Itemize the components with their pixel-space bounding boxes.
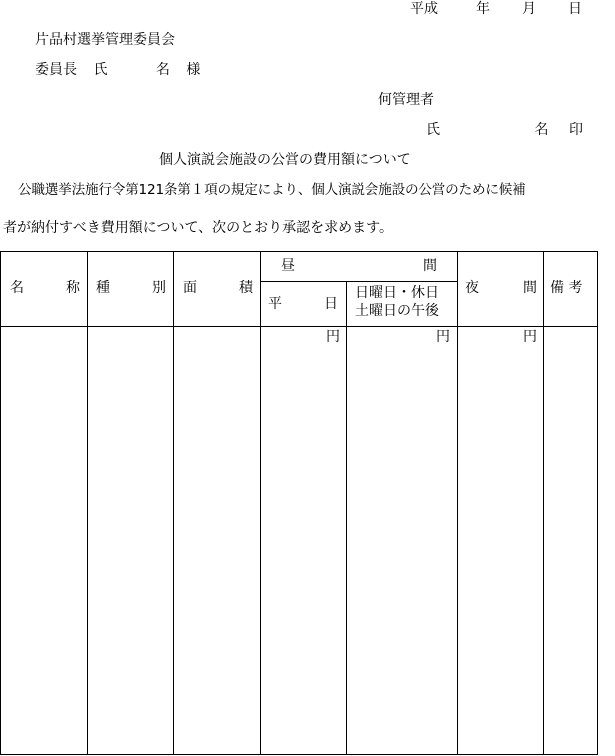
col-divider-6 [543,251,544,755]
col-divider-4 [346,281,347,755]
header-holiday: 日曜日・休日 土曜日の午後 [355,285,439,319]
table-border-bottom [0,754,598,755]
sign-name-left: 氏 [426,122,440,138]
header-type: 種 別 [96,280,166,296]
col-divider-1 [87,251,88,755]
date-era: 平成 [410,1,438,17]
weekday-currency: 円 [326,329,340,345]
chair-name-left: 氏 [93,62,108,78]
header-weekday: 平 日 [268,296,338,312]
holiday-currency: 円 [436,329,450,345]
date-month: 月 [522,1,536,17]
col-divider-5 [457,251,458,755]
seal-mark: 印 [569,122,583,138]
header-remarks: 備 考 [550,280,583,296]
header-daytime: 昼 間 [281,258,437,274]
table-border-top [0,251,598,252]
table-subheader-divider [260,281,457,282]
document-title: 個人演説会施設の公営の費用額について [159,152,411,168]
date-year: 年 [476,1,490,17]
col-divider-2 [173,251,174,755]
manager-title: 何管理者 [378,92,434,108]
header-area: 面 積 [183,280,253,296]
sign-name-right: 名 [534,122,549,138]
chair-name-right: 名 [155,62,170,78]
body-text-line-1: 公職選挙法施行令第121条第１項の規定により、個人演説会施設の公営のために候補 [18,182,526,198]
body-text-line-2: 者が納付すべき費用額について、次のとおり承認を求めます。 [3,220,394,236]
committee-name: 片品村選挙管理委員会 [35,32,175,48]
table-border-right [597,251,598,755]
chair-honorific: 様 [186,62,201,78]
table-header-bottom [0,326,598,327]
night-currency: 円 [523,329,537,345]
header-night: 夜 間 [465,280,537,296]
date-day: 日 [568,1,582,17]
col-divider-3 [260,251,261,755]
table-border-left [0,251,1,755]
header-name: 名 称 [10,280,80,296]
chair-title: 委員長 [35,62,77,78]
